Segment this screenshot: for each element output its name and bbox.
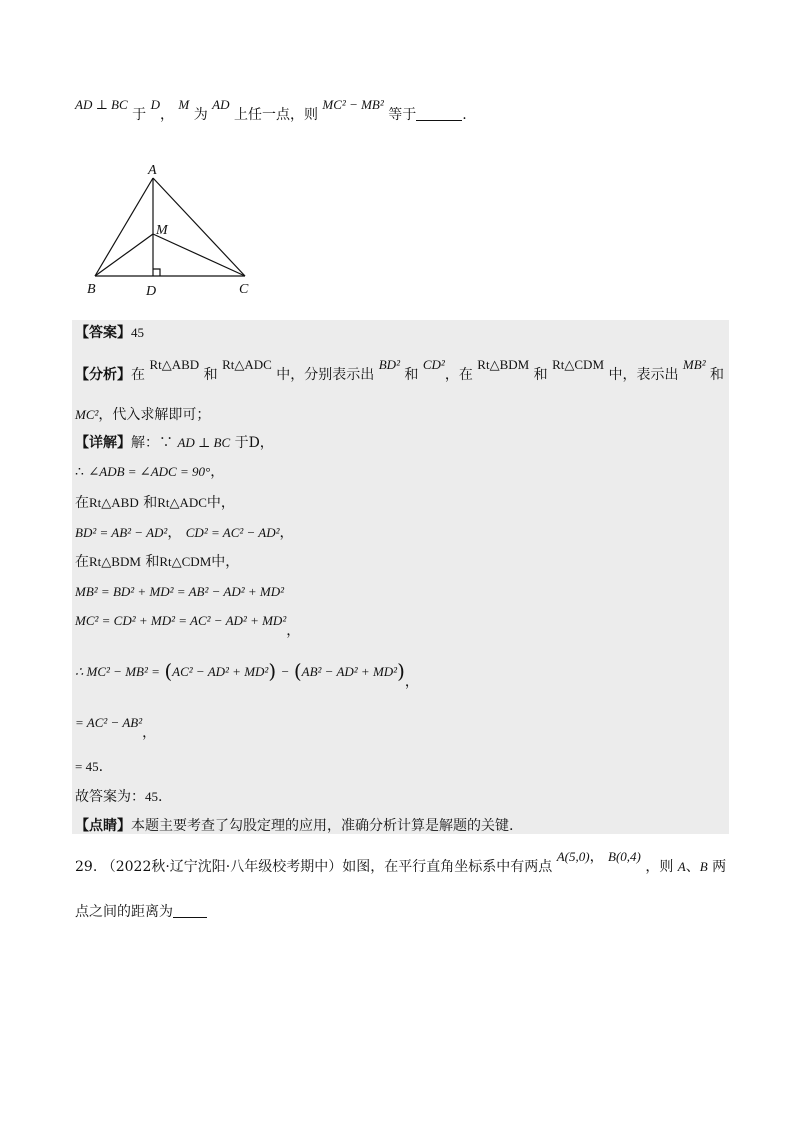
analysis-t2: 和 — [203, 367, 218, 383]
intro-perp: AD ⊥ BC — [75, 97, 128, 112]
equation-mc2: MC² = CD² + MD² = AC² − AD² + MD² — [75, 613, 287, 628]
analysis-tri4: Rt△CDM — [552, 357, 605, 372]
detail-l5-tri2: Rt△CDM — [159, 554, 212, 569]
final-answer-text: 故答案为： — [75, 789, 145, 805]
detail-l4-sep: ， — [167, 525, 182, 541]
intro-ad: AD — [212, 97, 230, 112]
detail-l7-end: ， — [286, 623, 301, 639]
question-29-blank — [173, 903, 207, 918]
analysis-line-2 — [75, 406, 210, 424]
final-answer-line — [75, 788, 162, 806]
right-angle-mark — [153, 269, 160, 276]
detail-l3-tri2: Rt△ADC — [157, 495, 207, 510]
detail-l5-he: 和 — [145, 554, 160, 570]
point-b: B(0,4) — [608, 849, 641, 864]
detail-l8-end: ， — [404, 674, 419, 690]
equation-cd2: CD² = AC² − AD² — [185, 525, 280, 540]
analysis-label: 【分析】 — [75, 367, 131, 383]
point-sep: ， — [589, 849, 604, 865]
intro-equals: 等于 — [388, 107, 417, 123]
detail-line-4 — [75, 524, 294, 542]
question-then: ，则 — [645, 859, 674, 875]
question-two: 两 — [712, 859, 727, 875]
label-c: C — [239, 282, 249, 297]
analysis-t9: ，代入求解即可； — [98, 407, 211, 423]
detail-l4-end: ， — [279, 525, 294, 541]
solution-panel — [72, 320, 729, 834]
minus-sign: − — [280, 664, 290, 679]
equation-difference-left: ∴ MC² − MB² = — [75, 664, 160, 679]
detail-l3-tri1: Rt△ABD — [89, 495, 139, 510]
detail-line-5 — [75, 553, 239, 571]
intro-expr: MC² − MB² — [322, 97, 384, 112]
detail-l3-he: 和 — [143, 495, 158, 511]
detail-solve: 解：∵ — [131, 435, 173, 451]
therefore-symbol: ∴ — [75, 464, 84, 480]
detail-line-6 — [75, 583, 284, 601]
segment-cm — [153, 234, 245, 276]
detail-l9-end: ， — [142, 725, 157, 741]
intro-period: . — [462, 107, 467, 123]
analysis-t1: 在 — [131, 367, 145, 383]
equation-result: = 45 — [75, 759, 99, 774]
detail-line-8: ∴ MC² − MB² = (AC² − AD² + MD²) − (AB² − AD² + MD²)， — [75, 659, 419, 690]
intro-m: M — [178, 97, 190, 112]
triangle-figure — [80, 158, 270, 312]
answer-value: 45 — [131, 325, 144, 340]
question-distance-text: 点之间的距离为 — [75, 904, 173, 920]
question-b: B — [699, 859, 708, 874]
detail-line-10 — [75, 758, 103, 776]
question-29-line-2 — [75, 903, 207, 921]
answer-blank — [416, 106, 462, 121]
analysis-t3: 中，分别表示出 — [276, 367, 375, 383]
detail-label: 【详解】 — [75, 435, 131, 451]
analysis-t4: 和 — [404, 367, 419, 383]
answer-label: 【答案】 — [75, 325, 131, 341]
analysis-t7: 中，表示出 — [608, 367, 679, 383]
detail-l5-zai: 在 — [75, 554, 89, 570]
question-a: A — [677, 859, 686, 874]
label-d: D — [146, 284, 157, 299]
analysis-mb2: MB² — [682, 357, 706, 372]
intro-wei: 为 — [193, 107, 208, 123]
detail-perp: AD ⊥ BC — [177, 435, 231, 450]
comment-label: 【点睛】 — [75, 818, 131, 834]
paren-group-1: AC² − AD² + MD² — [172, 664, 269, 679]
intro-comma: ， — [159, 107, 174, 123]
final-answer-value: 45 — [145, 789, 158, 804]
answer-line — [75, 324, 144, 342]
intro-any-point: 上任一点，则 — [233, 107, 318, 123]
analysis-mc2: MC² — [75, 407, 99, 422]
detail-l2-end: ， — [210, 464, 225, 480]
detail-l10-end: . — [98, 759, 104, 775]
equation-bd2: BD² = AB² − AD² — [75, 525, 168, 540]
question-number: 29. — [75, 859, 98, 875]
question-29-line-1 — [75, 849, 727, 876]
detail-l3-zai: 在 — [75, 495, 89, 511]
detail-l3-zhong: 中， — [206, 495, 235, 511]
analysis-line-1 — [75, 357, 725, 384]
triangle-diagram — [80, 158, 270, 308]
analysis-cd2: CD² — [422, 357, 445, 372]
detail-line-2 — [75, 463, 224, 481]
angle-equation: ∠ADB = ∠ADC = 90° — [88, 464, 211, 479]
detail-line-1 — [75, 434, 274, 452]
equation-ac2-ab2: = AC² − AB² — [75, 715, 143, 730]
question-source-text: （2022秋·辽宁沈阳·八年级校考期中）如图，在平行直角坐标系中有两点 — [101, 859, 553, 875]
analysis-t8: 和 — [710, 367, 725, 383]
equation-mb2: MB² = BD² + MD² = AB² − AD² + MD² — [75, 584, 285, 599]
analysis-bd2: BD² — [378, 357, 400, 372]
comment-text: 本题主要考查了勾股定理的应用，准确分析计算是解题的关键. — [131, 818, 514, 834]
detail-line-3 — [75, 494, 235, 512]
label-b: B — [87, 282, 96, 297]
comment-line — [75, 817, 513, 835]
point-a: A(5,0) — [556, 849, 590, 864]
analysis-tri1: Rt△ABD — [149, 357, 200, 372]
analysis-t5: ，在 — [444, 367, 473, 383]
edge-ab — [95, 178, 153, 276]
detail-line-9 — [75, 714, 157, 741]
paren-group-2: AB² − AD² + MD² — [301, 664, 398, 679]
intro-d: D — [150, 97, 160, 112]
detail-yu-d: 于D， — [234, 435, 274, 451]
label-m: M — [156, 223, 168, 238]
question-dun: 、 — [685, 859, 700, 875]
detail-line-7 — [75, 612, 301, 639]
intro-yu: 于 — [132, 107, 147, 123]
detail-l5-tri1: Rt△BDM — [89, 554, 141, 569]
detail-l5-zhong: 中， — [211, 554, 240, 570]
analysis-tri3: Rt△BDM — [477, 357, 530, 372]
intro-line — [75, 97, 467, 124]
final-answer-end: . — [158, 789, 163, 805]
analysis-tri2: Rt△ADC — [222, 357, 272, 372]
analysis-t6: 和 — [533, 367, 548, 383]
label-a: A — [148, 163, 157, 178]
segment-bm — [95, 234, 153, 276]
